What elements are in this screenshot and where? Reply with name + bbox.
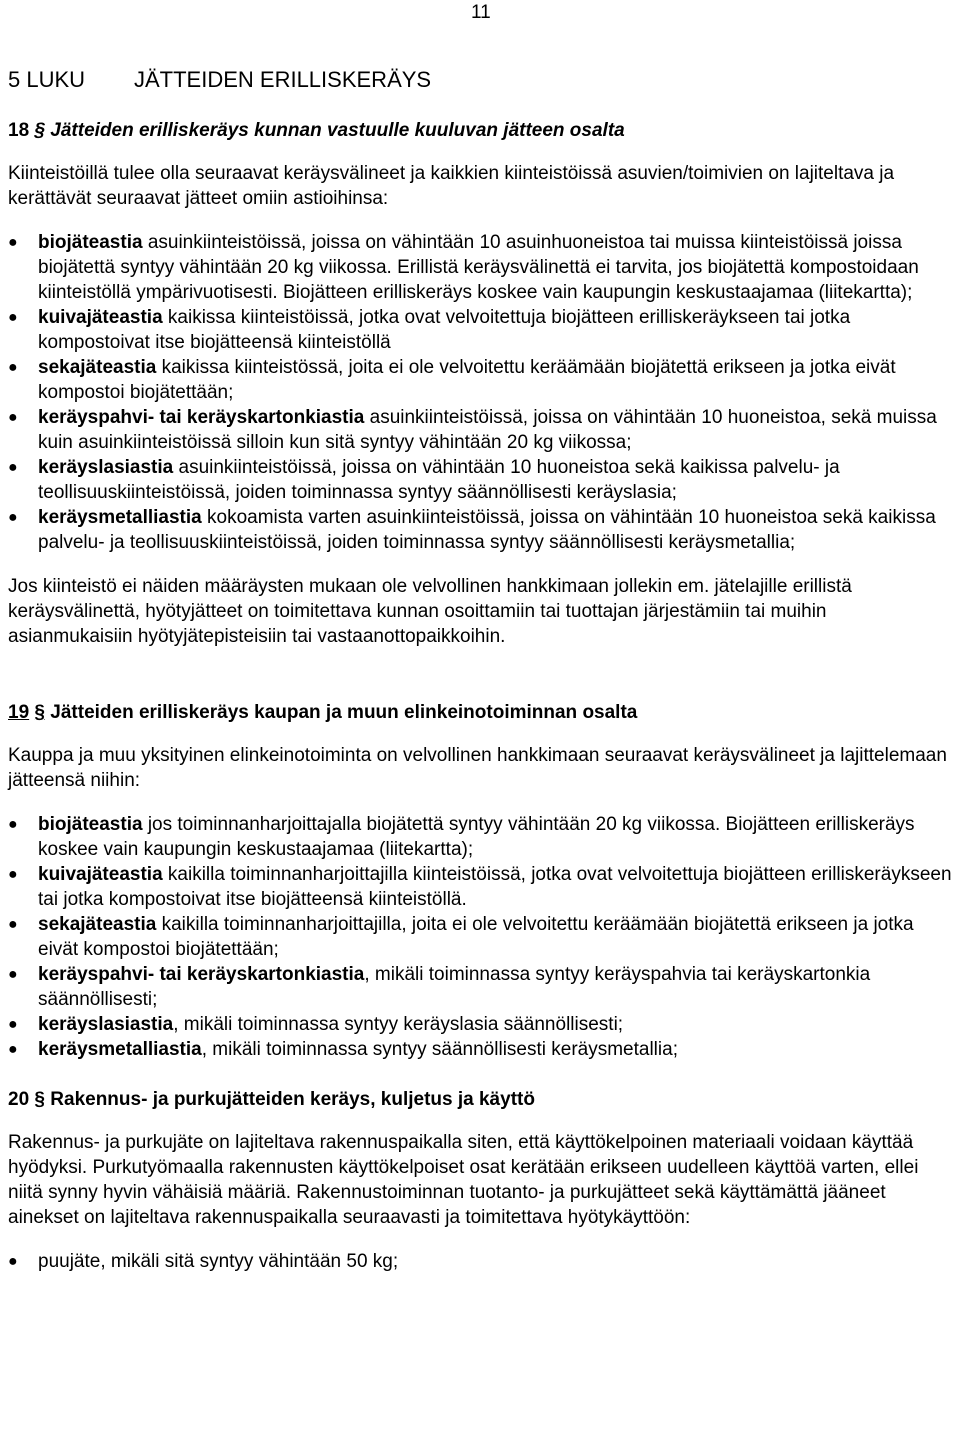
section-19-list (8, 812, 954, 1062)
section-sign: § (34, 1089, 45, 1110)
document-page (8, 66, 954, 1274)
section-title: Jätteiden erilliskeräys kunnan vastuulle kuuluvan jätteen osalta (50, 120, 625, 141)
bullet-icon: ● (8, 1016, 18, 1033)
section-number: 18 (8, 120, 30, 141)
bullet-icon: ● (8, 1041, 18, 1058)
section-20-heading (8, 1088, 954, 1112)
list-item: ● kuivajäteastia kaikissa kiinteistöissä, jotka ovat velvoitettuja biojätteen erilliskeräykseen tai jotka kompostoivat itse biojätteensä kiinteistöllä (8, 307, 851, 353)
chapter-heading (8, 66, 954, 94)
section-18-heading (8, 119, 954, 143)
section-19-intro: Kauppa ja muu yksityinen elinkeinotoiminta on velvollinen hankkimaan seuraavat keräysvälineet ja lajittelemaan jätteensä niihin: (8, 745, 947, 791)
list-item: ● sekajäteastia kaikilla toiminnanharjoittajilla, joita ei ole velvoitettu keräämään biojätettä erikseen ja jotka eivät kompostoi biojätettään; (8, 914, 914, 960)
list-item: ● keräysmetalliastia, mikäli toiminnassa syntyy säännöllisesti keräysmetallia; (8, 1039, 678, 1060)
section-sign: § (34, 702, 45, 723)
bullet-icon: ● (8, 459, 18, 476)
list-item: ● keräysmetalliastia kokoamista varten asuinkiinteistöissä, joissa on vähintään 10 huoneistoa sekä kaikissa palvelu- ja teollisuuskiinteistöissä, joiden toiminnassa syntyy säännöllisesti keräysmetallia; (8, 507, 936, 553)
list-item: ● sekajäteastia kaikissa kiinteistössä, joita ei ole velvoitettu keräämään biojätettä erikseen ja jotka eivät kompostoi biojätettään; (8, 357, 896, 403)
section-number: 19 (8, 702, 30, 723)
page-number: 11 (471, 2, 491, 23)
bullet-icon: ● (8, 309, 18, 326)
bullet-icon: ● (8, 409, 18, 426)
section-18-intro: Kiinteistöillä tulee olla seuraavat keräysvälineet ja kaikkien kiinteistöissä asuvien/toimivien on lajiteltava ja kerättävät seuraavat jätteet omiin astioihinsa: (8, 163, 895, 209)
list-item: ● keräyspahvi- tai keräyskartonkiastia asuinkiinteistöissä, joissa on vähintään 10 huoneistoa, sekä muissa kuin asuinkiinteistöissä silloin kun sitä syntyy vähintään 20 kg viikossa; (8, 407, 937, 453)
section-sign: § (34, 120, 45, 141)
bullet-icon: ● (8, 866, 18, 883)
list-item: ● biojäteastia asuinkiinteistöissä, joissa on vähintään 10 asuinhuoneistoa tai muissa kiinteistöissä joissa biojätettä syntyy vähintään 20 kg viikossa. Erillistä keräysvälinettä ei tarvita, jos biojätettä kompostoidaan kiinteistöllä ympärivuotisesti. Biojätteen erilliskeräys koskee vain kaupungin keskustaajamaa (liitekartta); (8, 232, 919, 303)
list-item: ● puujäte, mikäli sitä syntyy vähintään 50 kg; (8, 1251, 399, 1272)
bullet-icon: ● (8, 234, 18, 251)
bullet-icon: ● (8, 359, 18, 376)
list-item: ● biojäteastia jos toiminnanharjoittajalla biojätettä syntyy vähintään 20 kg viikossa. Biojätteen erilliskeräys koskee vain kaupungin keskustaajamaa (liitekartta); (8, 814, 915, 860)
chapter-number: 5 LUKU (8, 67, 86, 92)
list-item: ● keräyspahvi- tai keräyskartonkiastia, mikäli toiminnassa syntyy keräyspahvia tai keräyskartonkia säännöllisesti; (8, 964, 871, 1010)
list-item: ● keräyslasiastia, mikäli toiminnassa syntyy keräyslasia säännöllisesti; (8, 1014, 624, 1035)
list-item: ● kuivajäteastia kaikilla toiminnanharjoittajilla kiinteistöissä, jotka ovat velvoitettuja biojätteen erilliskeräykseen tai jotka kompostoivat itse biojätteensä kiinteistöllä. (8, 864, 952, 910)
section-19-heading (8, 701, 954, 725)
section-title: Rakennus- ja purkujätteiden keräys, kuljetus ja käyttö (50, 1089, 535, 1110)
bullet-icon: ● (8, 1253, 18, 1270)
section-title: Jätteiden erilliskeräys kaupan ja muun elinkeinotoiminnan osalta (50, 702, 638, 723)
section-20-intro: Rakennus- ja purkujäte on lajiteltava rakennuspaikalla siten, että käyttökelpoinen materiaali voidaan käyttää hyödyksi. Purkutyömaalla rakennusten käyttökelpoiset osat kerätään erikseen uudelleen käyttöä varten, ellei niitä synny hyvin vähäisiä määriä. Rakennustoiminnan tuotanto- ja purkujätteet sekä käyttämättä jääneet ainekset on lajiteltava rakennuspaikalla seuraavasti ja toimitettava hyötykäyttöön: (8, 1132, 919, 1228)
chapter-title: JÄTTEIDEN ERILLISKERÄYS (134, 67, 432, 92)
section-20-list (8, 1249, 954, 1274)
section-18-list (8, 230, 954, 555)
bullet-icon: ● (8, 509, 18, 526)
section-number: 20 (8, 1089, 30, 1110)
bullet-icon: ● (8, 966, 18, 983)
bullet-icon: ● (8, 816, 18, 833)
bullet-icon: ● (8, 916, 18, 933)
list-item: ● keräyslasiastia asuinkiinteistöissä, joissa on vähintään 10 huoneistoa sekä kaikissa palvelu- ja teollisuuskiinteistöissä, joiden toiminnassa syntyy säännöllisesti keräyslasia; (8, 457, 840, 503)
section-18-outro: Jos kiinteistö ei näiden määräysten mukaan ole velvollinen hankkimaan jollekin em. jätelajille erillistä keräysvälinettä, hyötyjätteet on toimitettava kunnan osoittamiin tai tuottajan järjestämiin tai muihin asianmukaisiin hyötyjätepisteisiin tai vastaanottopaikkoihin. (8, 576, 852, 647)
